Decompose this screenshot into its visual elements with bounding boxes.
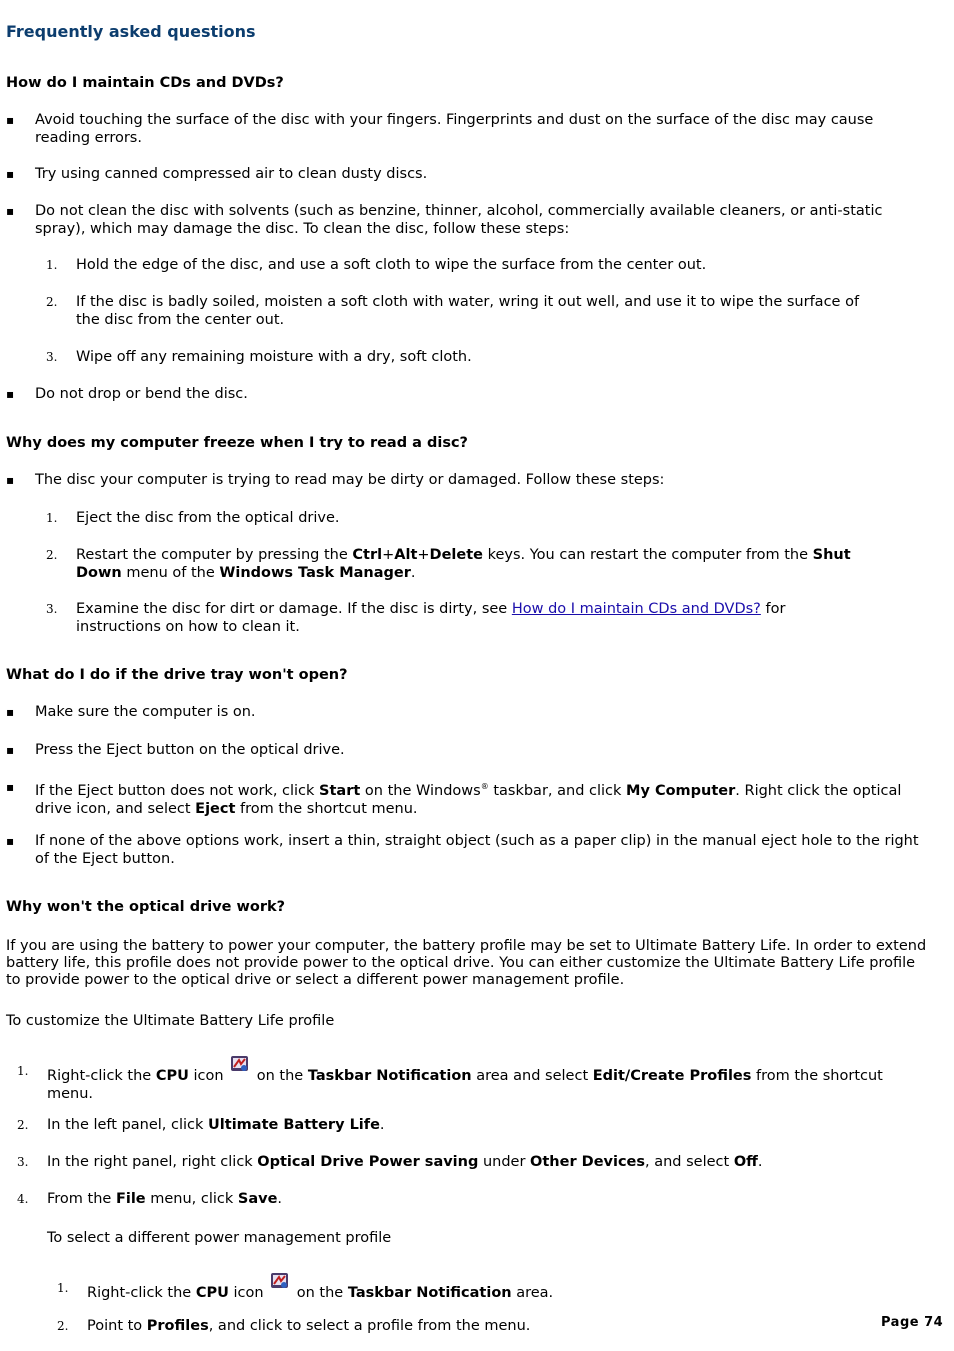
paragraph: If you are using the battery to power your computer, the battery profile may be set to Ultimate Battery Life. In order to extend battery life, this profile does not provide power to the optical drive. You can either customize the Ultimate Battery Life profile to provide power to the optical drive or select a different power management profile. xyxy=(6,938,927,988)
list-item: Examine the disc for dirt or damage. If the disc is dirty, see How do I maintain CDs and DVDs? for instructions on how to clean it. xyxy=(76,601,786,635)
bullet: ▪ xyxy=(6,705,15,719)
list-item: Wipe off any remaining moisture with a dry, soft cloth. xyxy=(76,349,472,365)
page-number: Page 74 xyxy=(881,1315,944,1330)
list-item: Eject the disc from the optical drive. xyxy=(76,510,340,526)
step-number: 3. xyxy=(46,602,58,616)
question-heading-freeze: Why does my computer freeze when I try to read a disc? xyxy=(6,435,468,451)
step-number: 2. xyxy=(46,548,58,562)
list-item: Try using canned compressed air to clean dusty discs. xyxy=(35,166,428,182)
list-item: If the disc is badly soiled, moisten a soft cloth with water, wring it out well, and use it to wipe the surface of the disc from the center out. xyxy=(76,294,860,328)
step-number: 3. xyxy=(17,1155,29,1169)
step-number: 1. xyxy=(46,511,58,525)
list-item: In the left panel, click Ultimate Battery Life. xyxy=(47,1117,385,1133)
bullet: ▪ xyxy=(6,743,15,757)
cpu-icon xyxy=(270,1271,290,1291)
question-heading-maintain: How do I maintain CDs and DVDs? xyxy=(6,75,284,91)
step-number: 2. xyxy=(57,1319,69,1333)
step-number: 1. xyxy=(57,1281,69,1295)
page-title: Frequently asked questions xyxy=(6,22,256,41)
select-subheading: To select a different power management profile xyxy=(47,1230,392,1246)
bullet: ▪ xyxy=(6,473,15,487)
list-item: If none of the above options work, insert a thin, straight object (such as a paper clip) in the manual eject hole to the right of the Eject button. xyxy=(35,833,919,867)
list-item: Avoid touching the surface of the disc with your fingers. Fingerprints and dust on the surface of the disc may cause reading errors. xyxy=(35,112,874,146)
list-item: The disc your computer is trying to read may be dirty or damaged. Follow these steps: xyxy=(35,472,665,488)
bullet: ▪ xyxy=(6,387,15,401)
list-item: Make sure the computer is on. xyxy=(35,704,256,720)
bullet: ▪ xyxy=(6,113,15,127)
list-item: Press the Eject button on the optical drive. xyxy=(35,742,345,758)
list-item: Do not drop or bend the disc. xyxy=(35,386,248,402)
bullet: ▪ xyxy=(6,780,15,794)
question-heading-drive: Why won't the optical drive work? xyxy=(6,899,286,915)
list-item: Right-click the CPU icon on the Taskbar Notification area and select Edit/Create Profiles from the shortcut menu. xyxy=(47,1062,917,1103)
list-item: If the Eject button does not work, click Start on the Windows® taskbar, and click My Computer. Right click the optical drive icon, and select Eject from the shortcut menu. xyxy=(35,782,902,817)
customize-subheading: To customize the Ultimate Battery Life profile xyxy=(6,1013,335,1029)
question-heading-tray: What do I do if the drive tray won't open? xyxy=(6,667,348,683)
maintain-cds-link[interactable]: How do I maintain CDs and DVDs? xyxy=(511,601,761,617)
list-item: Hold the edge of the disc, and use a soft cloth to wipe the surface from the center out. xyxy=(76,257,707,273)
step-number: 2. xyxy=(17,1118,29,1132)
list-item: Restart the computer by pressing the Ctrl+Alt+Delete keys. You can restart the computer from the Shut Down menu of the Windows Task Manager. xyxy=(76,547,851,581)
bullet: ▪ xyxy=(6,167,15,181)
bullet: ▪ xyxy=(6,834,15,848)
step-number: 1. xyxy=(46,258,58,272)
list-item: Right-click the CPU icon on the Taskbar Notification area. xyxy=(87,1279,867,1302)
list-item: In the right panel, right click Optical Drive Power saving under Other Devices, and select Off. xyxy=(47,1154,763,1170)
step-number: 2. xyxy=(46,295,58,309)
list-item: From the File menu, click Save. xyxy=(47,1191,283,1207)
list-item: Do not clean the disc with solvents (such as benzine, thinner, alcohol, commercially available cleaners, or anti-static spray), which may damage the disc. To clean the disc, follow these steps: xyxy=(35,203,883,237)
cpu-icon xyxy=(230,1054,250,1074)
step-number: 4. xyxy=(17,1192,29,1206)
bullet: ▪ xyxy=(6,204,15,218)
list-item: Point to Profiles, and click to select a profile from the menu. xyxy=(87,1318,531,1334)
step-number: 3. xyxy=(46,350,58,364)
step-number: 1. xyxy=(17,1064,29,1078)
